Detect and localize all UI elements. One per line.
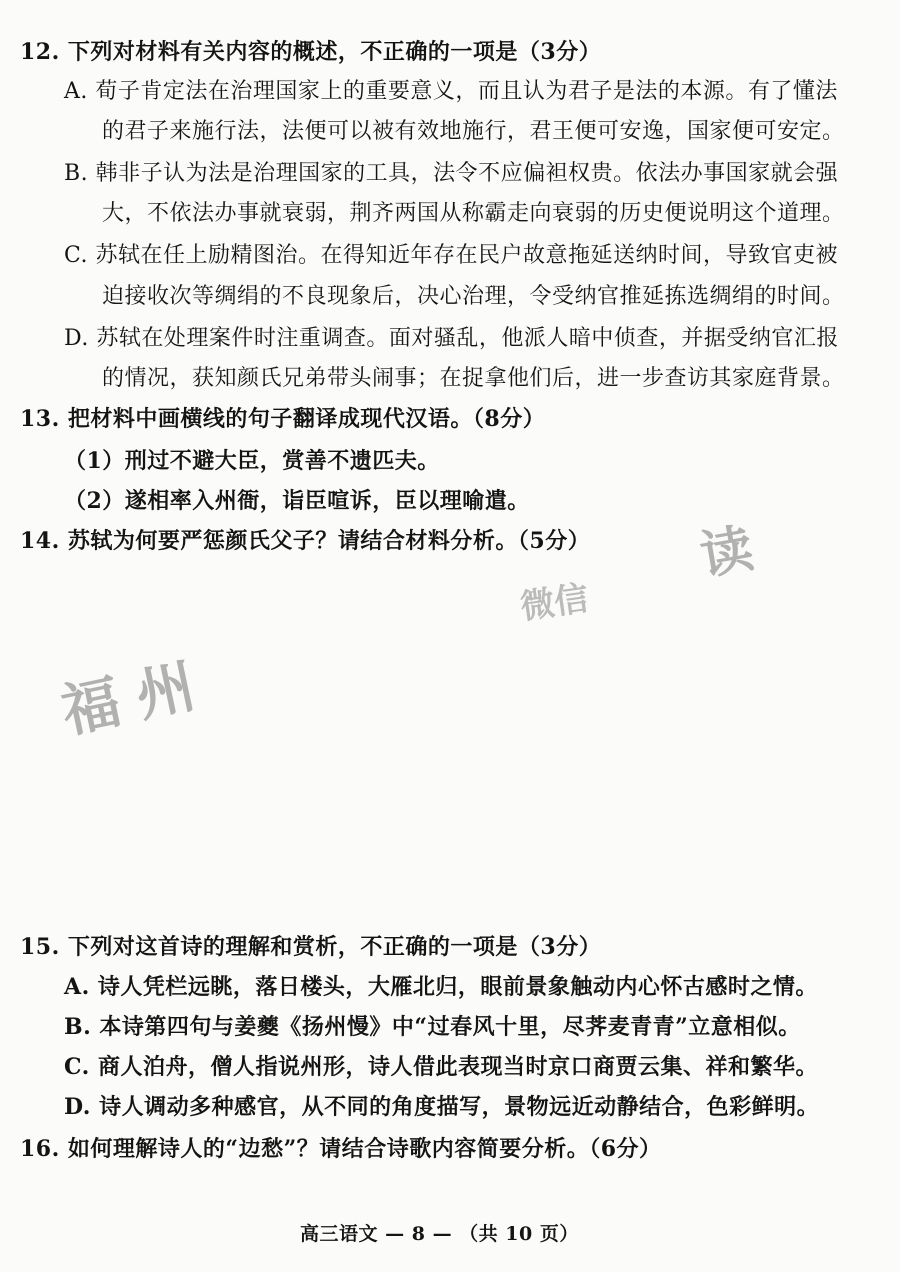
watermark-mid: 微信 xyxy=(518,578,591,628)
q12-option-c-line1: C. 苏轼在任上励精图治。在得知近年存在民户故意拖延送纳时间，导致官吏被 xyxy=(64,243,839,268)
q12-option-c-line2: 迫接收次等绸绢的不良现象后，决心治理，令受纳官推延拣选绸绢的时间。 xyxy=(102,284,845,309)
watermark-right: 读 xyxy=(695,517,758,587)
q12-option-b-line1: B. 韩非子认为法是治理国家的工具，法令不应偏袒权贵。依法办事国家就会强 xyxy=(64,161,839,186)
q16-stem: 16. 如何理解诗人的“边愁”？请结合诗歌内容简要分析。（6分） xyxy=(20,1136,662,1162)
q12-option-b-line2: 大，不依法办事就衰弱，荆齐两国从称霸走向衰弱的历史便说明这个道理。 xyxy=(102,201,845,226)
q14-stem: 14. 苏轼为何要严惩颜氏父子？请结合材料分析。（5分） xyxy=(20,528,591,554)
watermark-left: 福州 xyxy=(55,647,219,746)
q12-option-a-line2: 的君子来施行法，法便可以被有效地施行，君王便可安逸，国家便可安定。 xyxy=(102,119,845,144)
q15-option-a: A. 诗人凭栏远眺，落日楼头，大雁北归，眼前景象触动内心怀古感时之情。 xyxy=(64,974,818,1000)
page-footer: 高三语文 — 8 — （共 10 页） xyxy=(300,1223,579,1245)
q12-stem: 12. 下列对材料有关内容的概述，不正确的一项是（3分） xyxy=(20,39,602,65)
q12-option-d-line1: D. 苏轼在处理案件时注重调查。面对骚乱，他派人暗中侦查，并据受纳官汇报 xyxy=(64,326,839,351)
q12-option-a-line1: A. 荀子肯定法在治理国家上的重要意义，而且认为君子是法的本源。有了懂法 xyxy=(64,79,838,104)
q15-stem: 15. 下列对这首诗的理解和赏析，不正确的一项是（3分） xyxy=(20,934,602,960)
q15-option-d: D. 诗人调动多种感官，从不同的角度描写，景物远近动静结合，色彩鲜明。 xyxy=(64,1094,820,1120)
q15-option-b: B. 本诗第四句与姜夔《扬州慢》中“过春风十里，尽荠麦青青”立意相似。 xyxy=(64,1014,801,1040)
q13-stem: 13. 把材料中画横线的句子翻译成现代汉语。（8分） xyxy=(20,406,546,432)
q15-option-c: C. 商人泊舟，僧人指说州形，诗人借此表现当时京口商贾云集、祥和繁华。 xyxy=(64,1054,818,1080)
q12-option-d-line2: 的情况，获知颜氏兄弟带头闹事；在捉拿他们后，进一步查访其家庭背景。 xyxy=(102,366,845,391)
q13-sentence-1: （1）刑过不避大臣，赏善不遗匹夫。 xyxy=(64,448,440,474)
q13-sentence-2: （2）遂相率入州衙，诣臣喧诉，臣以理喻遣。 xyxy=(64,488,530,514)
